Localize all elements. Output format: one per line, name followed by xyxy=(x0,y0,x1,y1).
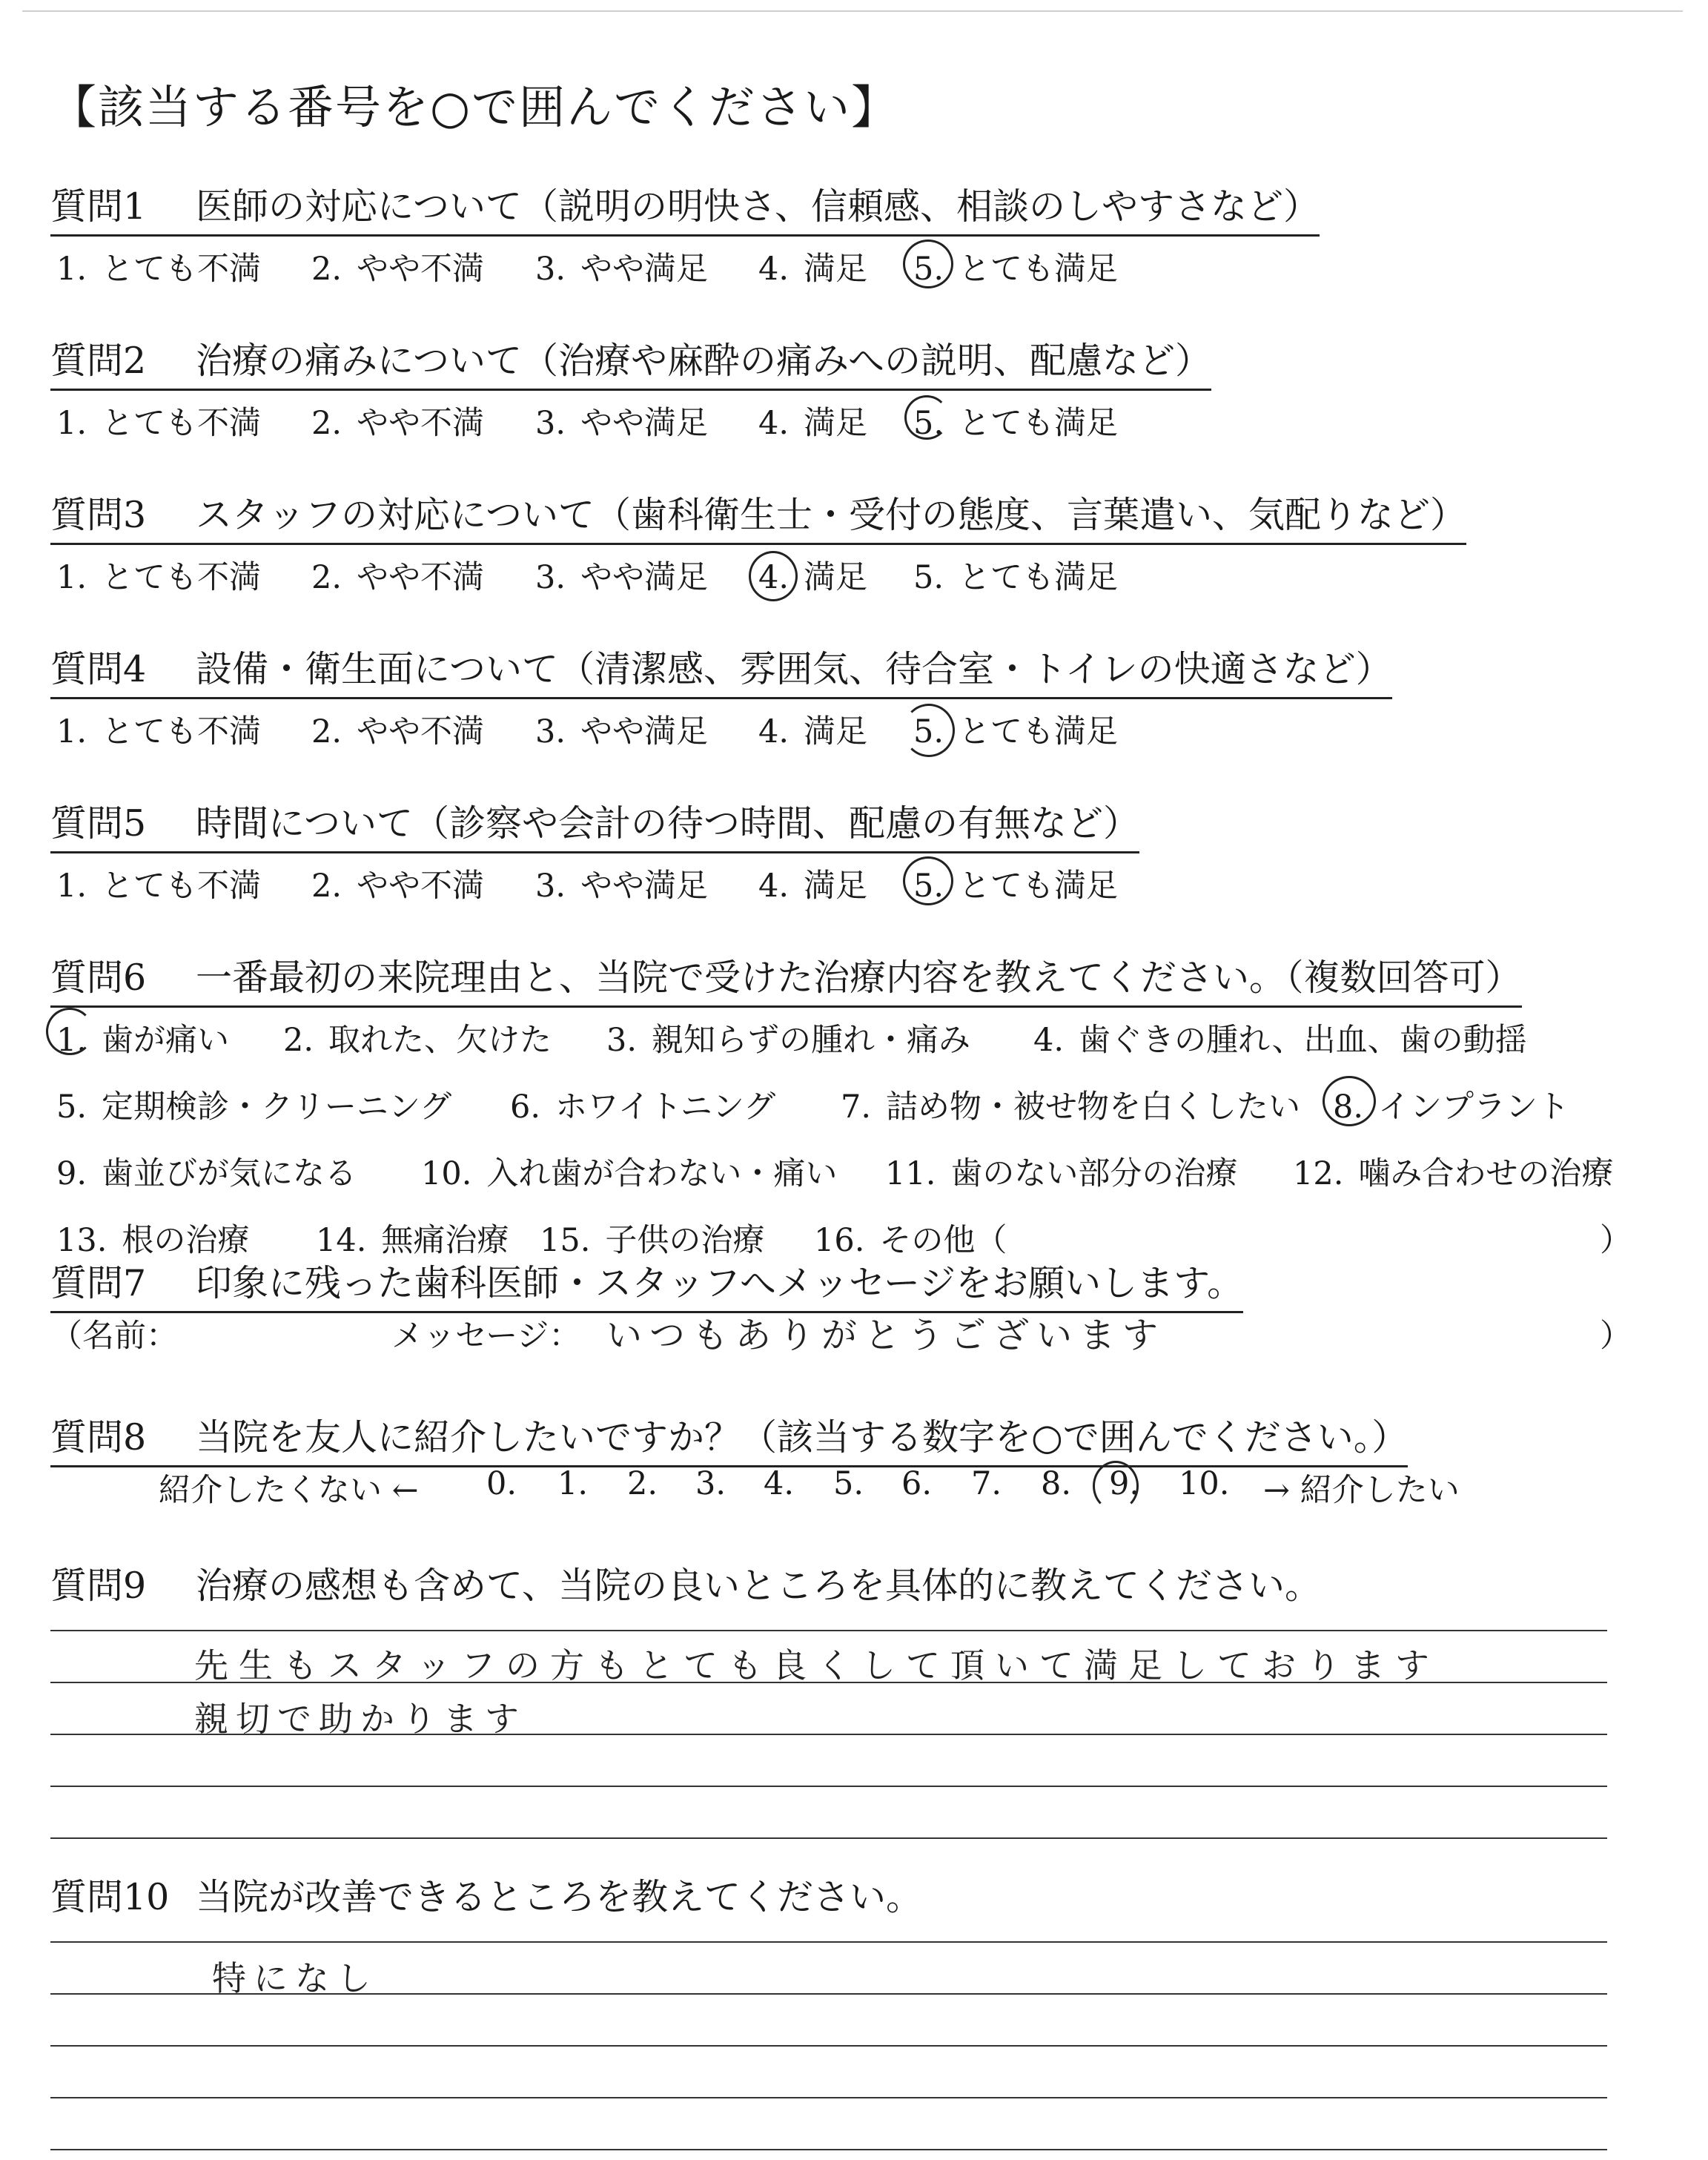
option-4[interactable]: 4. 満足 xyxy=(758,251,868,288)
answer-line xyxy=(50,1837,1607,1839)
option-row xyxy=(50,1149,1622,1193)
option-12[interactable]: 12. 噛み合わせの治療 xyxy=(1293,1155,1614,1192)
message-line xyxy=(50,1311,1632,1356)
option-2[interactable]: 2. やや不満 xyxy=(311,868,485,905)
option-2[interactable]: 2. やや不満 xyxy=(311,405,485,442)
option-3[interactable]: 3. やや満足 xyxy=(535,559,709,596)
answer-handwritten-2: 親切で助かります xyxy=(194,1699,526,1739)
selection-circle xyxy=(904,395,949,440)
question-title: 質問2 治療の痛みについて（治療や麻酔の痛みへの説明、配慮など） xyxy=(50,332,1211,391)
name-label: （名前： xyxy=(50,1318,178,1355)
option-2[interactable]: 2. やや不満 xyxy=(311,713,485,750)
option-14[interactable]: 14. 無痛治療 xyxy=(316,1222,509,1259)
option-row xyxy=(50,1015,1622,1060)
option-row xyxy=(50,1082,1622,1126)
message-label: メッセージ： xyxy=(391,1318,581,1355)
option-1[interactable]: 1. とても不満 xyxy=(56,405,262,442)
question-title: 質問5 時間について（診察や会計の待つ時間、配慮の有無など） xyxy=(50,795,1139,853)
option-row xyxy=(50,1215,1632,1260)
option-row xyxy=(50,552,1622,597)
question-1 xyxy=(50,178,1622,288)
scale-4[interactable]: 4. xyxy=(764,1465,795,1502)
scale-right-label: → 紹介したい xyxy=(1263,1472,1460,1509)
option-row xyxy=(50,244,1622,288)
option-4[interactable]: 4. 満足 xyxy=(758,868,868,905)
option-1[interactable]: 1. 歯が痛い xyxy=(56,1022,230,1059)
question-3 xyxy=(50,486,1622,597)
option-7[interactable]: 7. 詰め物・被せ物を白くしたい xyxy=(841,1089,1301,1126)
question-title: 質問7 印象に残った歯科医師・スタッフへメッセージをお願いします。 xyxy=(50,1255,1243,1313)
option-3[interactable]: 3. やや満足 xyxy=(535,251,709,288)
option-5[interactable]: 5. とても満足 xyxy=(913,868,1119,905)
option-15[interactable]: 15. 子供の治療 xyxy=(540,1222,765,1259)
question-title: 質問3 スタッフの対応について（歯科衛生士・受付の態度、言葉遣い、気配りなど） xyxy=(50,486,1466,545)
scale-9[interactable]: 9. xyxy=(1109,1465,1140,1502)
option-5[interactable]: 5. とても満足 xyxy=(913,251,1119,288)
close-paren: ） xyxy=(1600,1318,1632,1355)
option-2[interactable]: 2. 取れた、欠けた xyxy=(283,1022,552,1059)
option-row xyxy=(50,861,1622,905)
question-8 xyxy=(50,1409,1622,1467)
selection-circle xyxy=(46,1008,93,1055)
option-1[interactable]: 1. とても不満 xyxy=(56,713,262,750)
option-1[interactable]: 1. とても不満 xyxy=(56,559,262,596)
scale-1[interactable]: 1. xyxy=(557,1465,589,1502)
option-3[interactable]: 3. やや満足 xyxy=(535,713,709,750)
scale-7[interactable]: 7. xyxy=(971,1465,1002,1502)
selection-circle xyxy=(749,551,798,601)
message-handwritten: いつもありがとうございます xyxy=(606,1315,1166,1356)
option-3[interactable]: 3. 親知らずの腫れ・痛み xyxy=(606,1022,971,1059)
option-5[interactable]: 5. とても満足 xyxy=(913,713,1119,750)
selection-circle xyxy=(1323,1076,1376,1126)
recommend-scale xyxy=(50,1465,1622,1510)
option-11[interactable]: 11. 歯のない部分の治療 xyxy=(885,1155,1238,1192)
question-title: 質問8 当院を友人に紹介したいですか？（該当する数字を○で囲んでください。） xyxy=(50,1409,1408,1467)
top-border xyxy=(22,10,1683,12)
option-2[interactable]: 2. やや不満 xyxy=(311,559,485,596)
option-4[interactable]: 4. 満足 xyxy=(758,559,868,596)
scale-6[interactable]: 6. xyxy=(901,1465,933,1502)
question-title: 質問4 設備・衛生面について（清潔感、雰囲気、待合室・トイレの快適さなど） xyxy=(50,641,1392,699)
question-10-title: 質問10 当院が改善できるところを教えてください。 xyxy=(50,1876,923,1918)
selection-circle xyxy=(903,704,955,757)
question-title: 質問6 一番最初の来院理由と、当院で受けた治療内容を教えてください。（複数回答可） xyxy=(50,949,1522,1008)
question-5 xyxy=(50,795,1622,905)
option-13[interactable]: 13. 根の治療 xyxy=(56,1222,250,1259)
option-4[interactable]: 4. 満足 xyxy=(758,713,868,750)
option-8[interactable]: 8. インプラント xyxy=(1333,1089,1570,1126)
option-row xyxy=(50,707,1622,751)
answer-line xyxy=(50,1630,1607,1631)
scale-0[interactable]: 0. xyxy=(486,1465,517,1502)
option-9[interactable]: 9. 歯並びが気になる xyxy=(56,1155,357,1192)
selection-circle xyxy=(903,856,953,905)
answer-handwritten-1: 特になし xyxy=(212,1958,378,1998)
close-paren: ） xyxy=(1600,1222,1632,1259)
selection-circle xyxy=(1093,1461,1139,1511)
scale-5[interactable]: 5. xyxy=(833,1465,864,1502)
option-1[interactable]: 1. とても不満 xyxy=(56,868,262,905)
option-2[interactable]: 2. やや不満 xyxy=(311,251,485,288)
option-1[interactable]: 1. とても不満 xyxy=(56,251,262,288)
option-10[interactable]: 10. 入れ歯が合わない・痛い xyxy=(421,1155,838,1192)
answer-line xyxy=(50,2097,1607,2098)
option-row xyxy=(50,398,1622,443)
option-3[interactable]: 3. やや満足 xyxy=(535,405,709,442)
answer-handwritten-1: 先生もスタッフの方もとても良くして頂いて満足しております xyxy=(194,1645,1440,1685)
scale-left-label: 紹介したくない ← xyxy=(159,1472,419,1509)
option-5[interactable]: 5. とても満足 xyxy=(913,405,1119,442)
question-4 xyxy=(50,641,1622,751)
form-heading: 【該当する番号を○で囲んでください】 xyxy=(50,80,899,134)
option-16[interactable]: 16. その他（ xyxy=(814,1222,1007,1259)
answer-line xyxy=(50,2149,1607,2150)
answer-line xyxy=(50,1941,1607,1943)
scale-2[interactable]: 2. xyxy=(627,1465,658,1502)
question-7 xyxy=(50,1255,1622,1313)
question-2 xyxy=(50,332,1622,443)
option-5[interactable]: 5. とても満足 xyxy=(913,559,1119,596)
selection-circle xyxy=(903,240,953,288)
option-5[interactable]: 5. 定期検診・クリーニング xyxy=(56,1089,452,1126)
question-6 xyxy=(50,949,1632,1297)
option-6[interactable]: 6. ホワイトニング xyxy=(510,1089,776,1126)
question-9-title: 質問9 治療の感想も含めて、当院の良いところを具体的に教えてください。 xyxy=(50,1565,1322,1607)
option-4[interactable]: 4. 満足 xyxy=(758,405,868,442)
scale-3[interactable]: 3. xyxy=(695,1465,726,1502)
option-4[interactable]: 4. 歯ぐきの腫れ、出血、歯の動揺 xyxy=(1033,1022,1527,1059)
scale-8[interactable]: 8. xyxy=(1041,1465,1072,1502)
answer-line xyxy=(50,2045,1607,2047)
option-3[interactable]: 3. やや満足 xyxy=(535,868,709,905)
scale-10[interactable]: 10. xyxy=(1179,1465,1230,1502)
question-title: 質問1 医師の対応について（説明の明快さ、信頼感、相談のしやすさなど） xyxy=(50,178,1320,237)
answer-line xyxy=(50,1786,1607,1787)
